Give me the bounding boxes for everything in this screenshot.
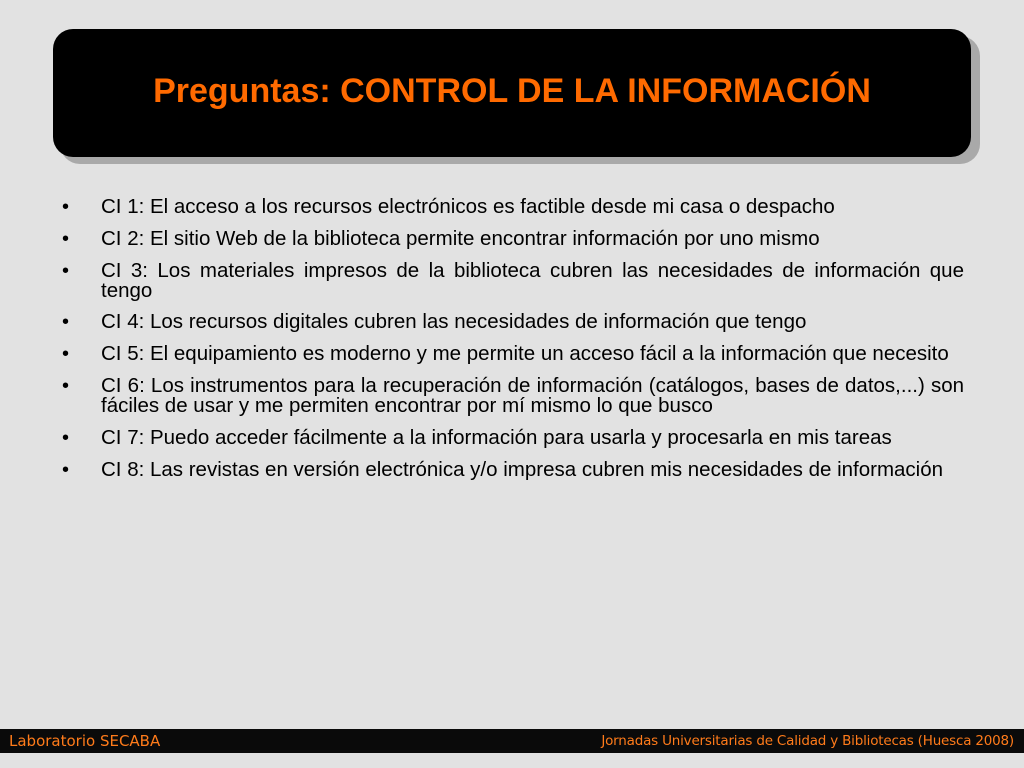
bullet-item-ci6	[62, 373, 964, 417]
bullet-item-ci8	[62, 457, 964, 481]
bullet-text: CI 4: Los recursos digitales cubren las necesidades de información que tengo	[101, 310, 807, 334]
bullet-text: CI 3: Los materiales impresos de la biblioteca cubren las necesidades de información que tengo	[101, 258, 964, 302]
title-box	[53, 29, 971, 157]
footer-lab-name: Laboratorio SECABA	[9, 732, 161, 750]
bullet-text: CI 5: El equipamiento es moderno y me permite un acceso fácil a la información que necesito	[101, 342, 949, 366]
bullet-icon: •	[62, 196, 70, 218]
bullet-item-ci1	[62, 197, 964, 217]
bullet-text: CI 8: Las revistas en versión electrónica y/o impresa cubren mis necesidades de información	[101, 457, 944, 481]
bullet-icon: •	[62, 259, 70, 282]
bullet-item-ci3	[62, 258, 964, 302]
slide-title: Preguntas: CONTROL DE LA INFORMACIÓN	[153, 71, 871, 110]
bullet-text: CI 2: El sitio Web de la biblioteca permite encontrar información por uno mismo	[101, 226, 820, 250]
bullet-text: CI 7: Puedo acceder fácilmente a la información para usarla y procesarla en mis tareas	[101, 425, 892, 449]
bullet-list	[62, 197, 964, 491]
bullet-icon: •	[62, 343, 70, 366]
bullet-icon: •	[62, 458, 70, 481]
bullet-icon: •	[62, 374, 70, 397]
footer-event-name: Jornadas Universitarias de Calidad y Bibliotecas (Huesca 2008)	[601, 733, 1014, 749]
bullet-text: CI 6: Los instrumentos para la recuperación de información (catálogos, bases de datos,...) son fáciles de usar y me permiten encontrar por mí mismo lo que busco	[101, 373, 964, 417]
footer-bar	[0, 729, 1024, 753]
bullet-item-ci4	[62, 312, 964, 332]
bullet-item-ci2	[62, 226, 964, 250]
bullet-item-ci7	[62, 425, 964, 449]
bullet-icon: •	[62, 426, 70, 449]
bullet-icon: •	[62, 227, 70, 250]
bullet-icon: •	[62, 311, 70, 334]
bullet-text: CI 1: El acceso a los recursos electrónicos es factible desde mi casa o despacho	[101, 195, 835, 218]
bullet-item-ci5	[62, 344, 964, 364]
